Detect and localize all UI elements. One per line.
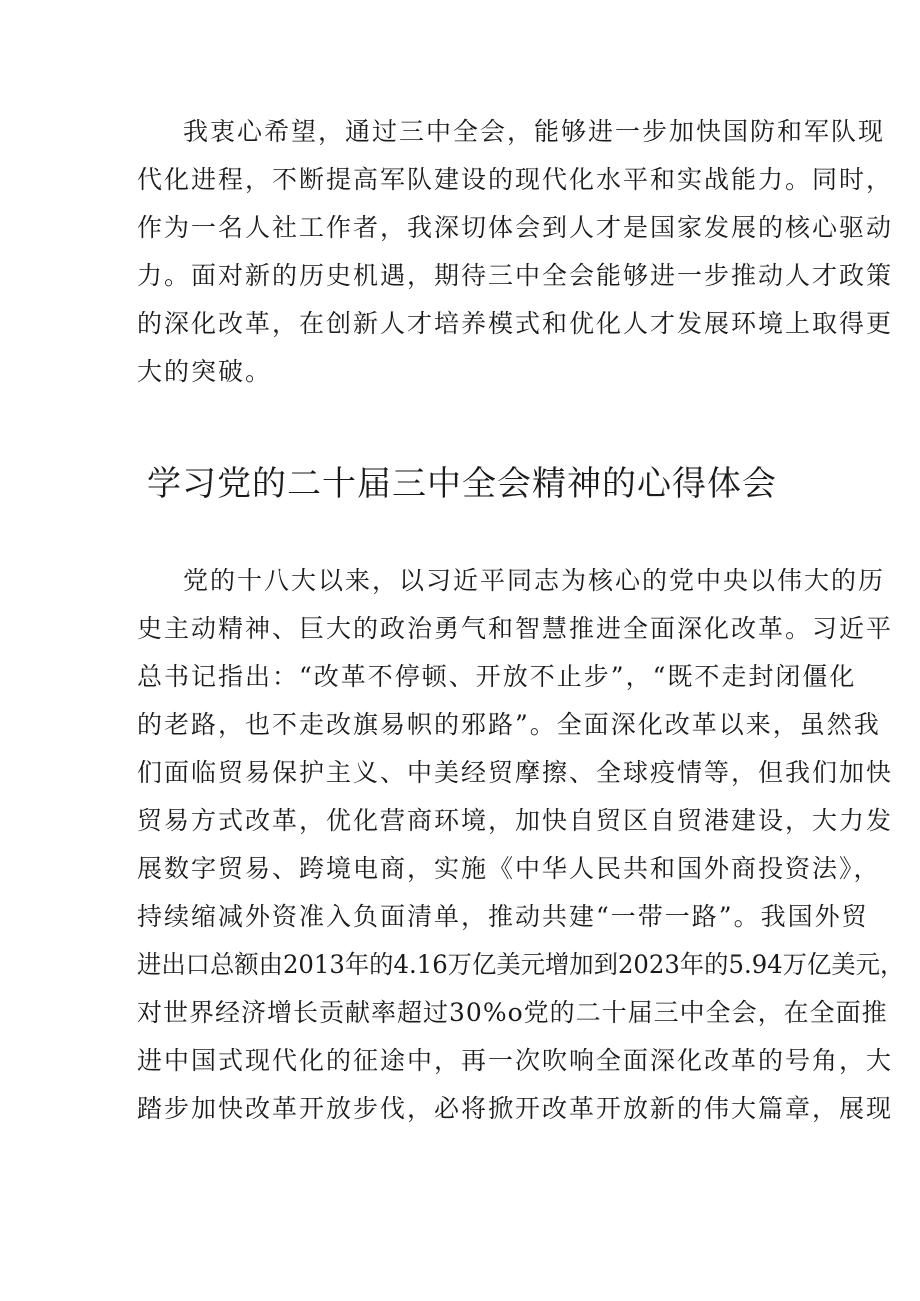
paragraph2-line: 展数字贸易、跨境电商，实施《中华人民共和国外商投资法》， [137, 854, 881, 883]
paragraph2-line: 贸易方式改革，优化营商环境，加快自贸区自贸港建设，大力发 [137, 806, 894, 835]
paragraph1-line: 作为一名人社工作者，我深切体会到人才是国家发展的核心驱动 [137, 213, 894, 242]
paragraph2-line: 们面临贸易保护主义、中美经贸摩擦、全球疫情等，但我们加快 [137, 758, 894, 787]
paragraph1-line: 我衷心希望，通过三中全会，能够进一步加快国防和军队现 [183, 117, 886, 146]
paragraph2-line: 的老路，也不走改旗易帜的邪路”。全面深化改革以来，虽然我 [137, 710, 881, 739]
paragraph1-line: 力。面对新的历史机遇，期待三中全会能够进一步推动人才政策 [137, 261, 894, 290]
paragraph2-line: 史主动精神、巨大的政治勇气和智慧推进全面深化改革。习近平 [137, 614, 894, 643]
paragraph2-line: 对世界经济增长贡献率超过30%o党的二十届三中全会，在全面推 [137, 998, 888, 1027]
paragraph2-line: 持续缩减外资准入负面清单，推动共建“一带一路”。我国外贸 [137, 902, 869, 931]
paragraph2-line: 总书记指出：“改革不停顿、开放不止步”，“既不走封闭僵化 [137, 662, 857, 691]
paragraph1-line: 代化进程，不断提高军队建设的现代化水平和实战能力。同时， [137, 165, 894, 194]
paragraph2-line: 进出口总额由2013年的4.16万亿美元增加到2023年的5.94万亿美元， [137, 950, 905, 979]
paragraph2-line: 进中国式现代化的征途中，再一次吹响全面深化改革的号角，大 [137, 1046, 894, 1075]
paragraph2-line: 踏步加快改革开放步伐，必将掀开改革开放新的伟大篇章，展现 [137, 1094, 894, 1123]
section-heading: 学习党的二十届三中全会精神的心得体会 [147, 464, 777, 504]
paragraph1-line: 大的突破。 [137, 357, 273, 386]
paragraph2-line: 党的十八大以来，以习近平同志为核心的党中央以伟大的历 [183, 566, 886, 595]
paragraph1-line: 的深化改革，在创新人才培养模式和优化人才发展环境上取得更 [137, 309, 894, 338]
